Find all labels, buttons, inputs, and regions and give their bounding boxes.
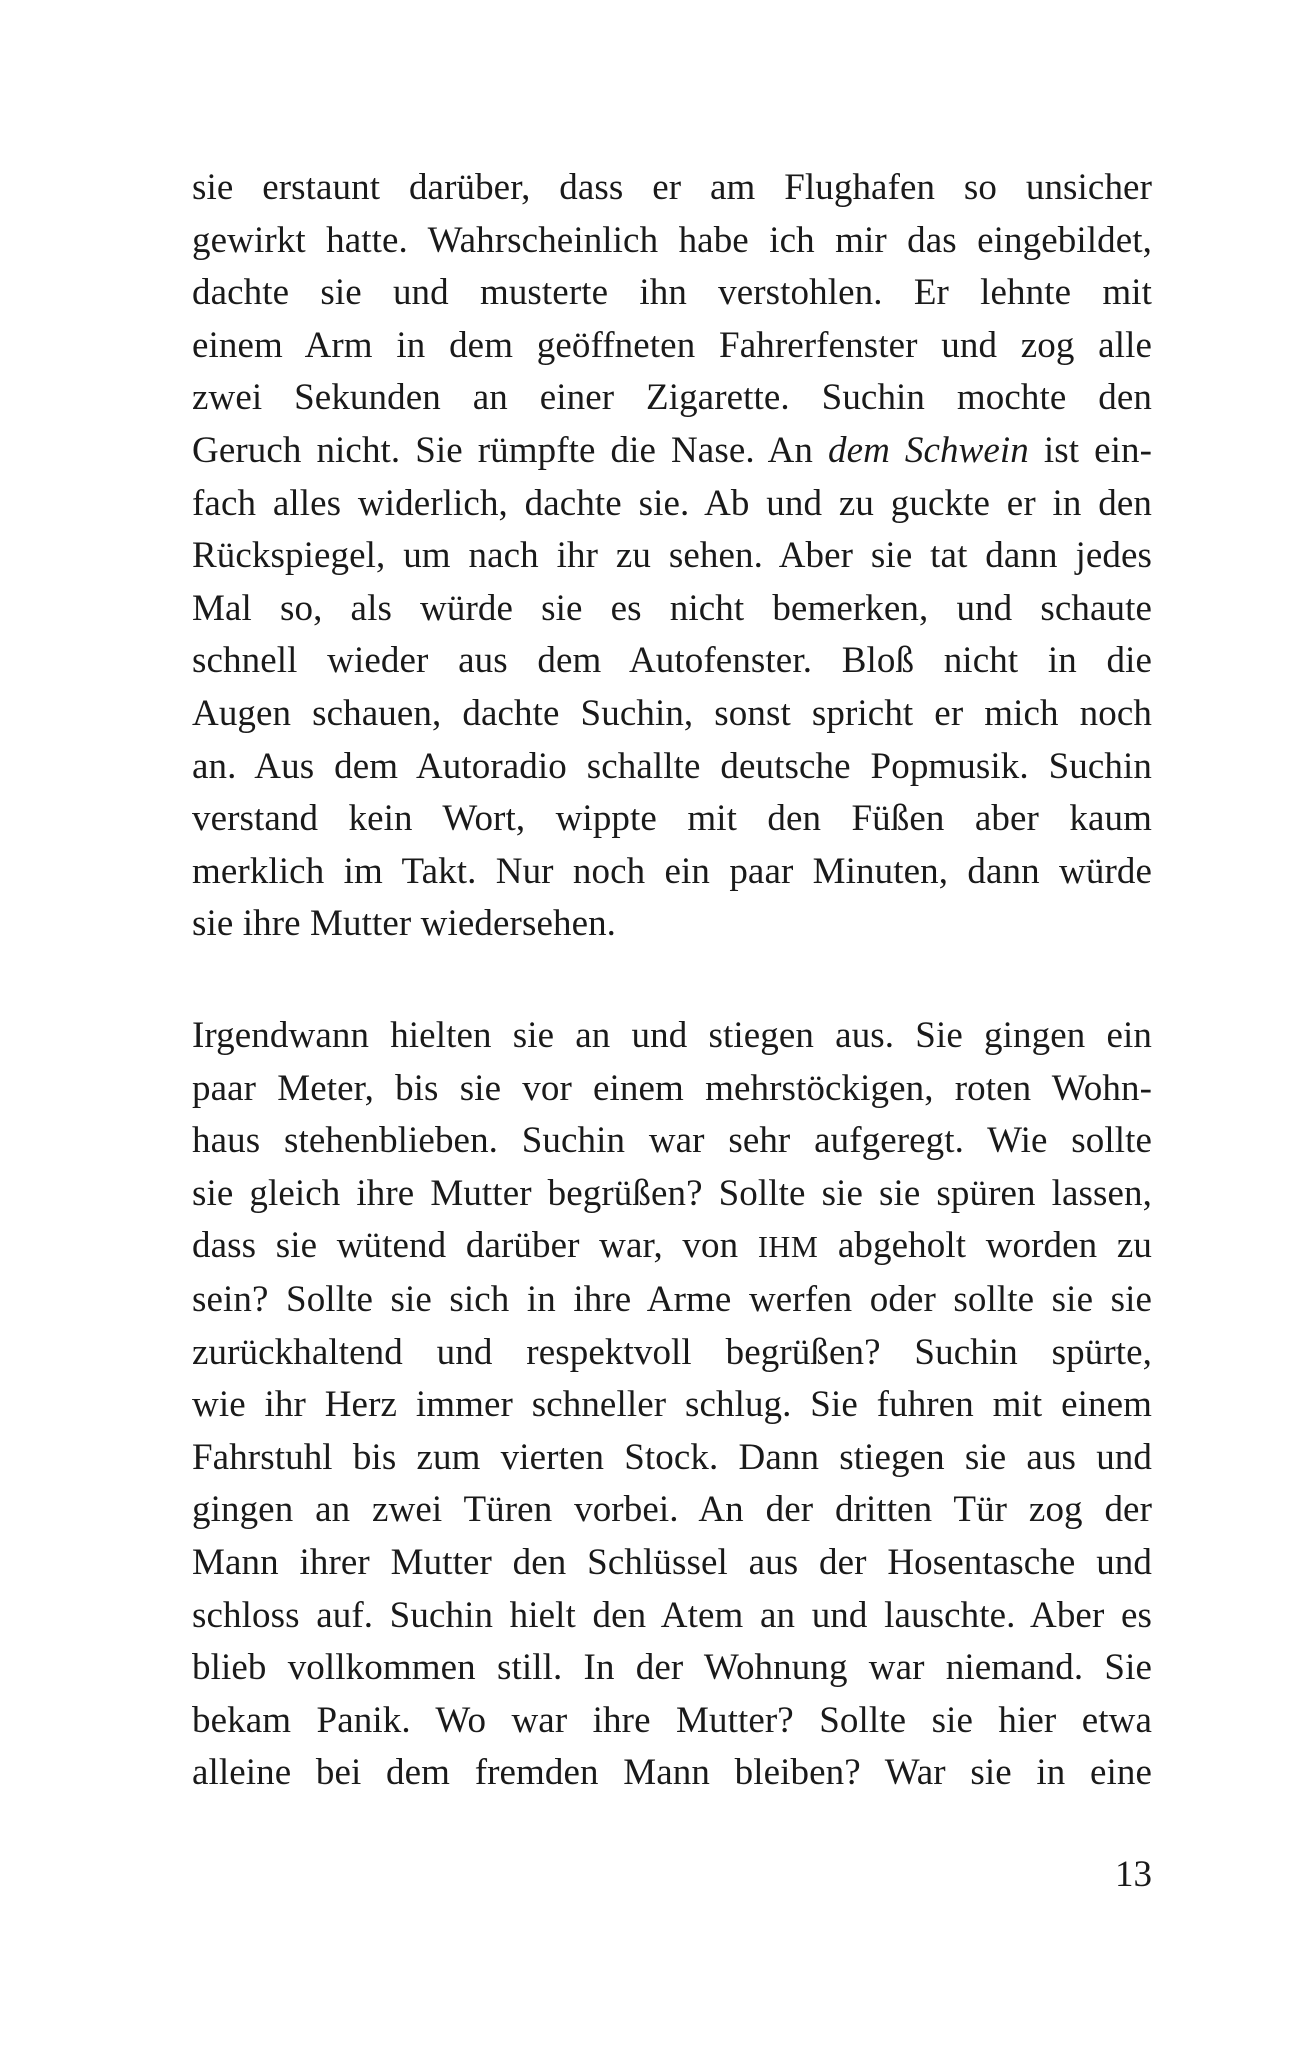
text-line: sie gleich ihre Mutter begrüßen? Sollte sie sie spüren lassen, [192,1172,1152,1214]
text-line: sie ihre Mutter wiedersehen. [192,903,617,945]
text-line: schnell wieder aus dem Autofenster. Bloß nicht in die [192,640,1152,682]
text-line: gingen an zwei Türen vorbei. An der dritten Tür zog der [192,1489,1152,1531]
text-line: sie erstaunt darüber, dass er am Flughafen so unsicher [192,167,1152,208]
text-line: Rückspiegel, um nach ihr zu sehen. Aber sie tat dann jedes [192,535,1152,577]
text-line: dachte sie und musterte ihn verstohlen. Er lehnte mit [192,272,1152,314]
text-line: einem Arm in dem geöffneten Fahrerfenster und zog alle [192,324,1152,366]
text-line: an. Aus dem Autoradio schallte deutsche Popmusik. Suchin [192,745,1152,787]
text-line: zurückhaltend und respektvoll begrüßen? Suchin spürte, [192,1331,1152,1373]
text-segment: Geruch nicht. Sie rümpfte die Nase. An [192,429,828,471]
text-line: Irgendwann hielten sie an und stiegen aus. Sie gingen ein [192,1015,1152,1056]
page-number: 13 [1115,1854,1152,1895]
text-line: paar Meter, bis sie vor einem mehrstöckigen, roten Wohn- [192,1067,1152,1109]
text-line-with-italic [192,425,1152,478]
paragraph-2 [192,1010,1152,1800]
text-line: zwei Sekunden an einer Zigarette. Suchin mochte den [192,377,1152,419]
text-line: Augen schauen, dachte Suchin, sonst spricht er mich noch [192,692,1152,734]
text-segment: ist ein- [1028,429,1152,471]
text-line: blieb vollkommen still. In der Wohnung war niemand. Sie [192,1647,1152,1689]
smallcaps-word: IHM [757,1230,819,1265]
text-line: fach alles widerlich, dachte sie. Ab und zu guckte er in den [192,482,1152,524]
text-line: bekam Panik. Wo war ihre Mutter? Sollte sie hier etwa [192,1699,1152,1741]
text-line: Mal so, als würde sie es nicht bemerken, und schaute [192,587,1152,629]
text-line: merklich im Takt. Nur noch ein paar Minuten, dann würde [192,850,1152,892]
text-line: schloss auf. Suchin hielt den Atem an und lauschte. Aber es [192,1594,1152,1636]
text-segment: abgeholt worden zu [818,1225,1152,1267]
italic-phrase: dem Schwein [828,429,1029,471]
text-line: Mann ihrer Mutter den Schlüssel aus der Hosentasche und [192,1541,1152,1583]
text-line: haus stehenblieben. Suchin war sehr aufgeregt. Wie sollte [192,1120,1152,1162]
text-line: verstand kein Wort, wippte mit den Füßen aber kaum [192,798,1152,840]
text-line: alleine bei dem fremden Mann bleiben? War sie in eine [192,1752,1152,1794]
text-line: Fahrstuhl bis zum vierten Stock. Dann stiegen sie aus und [192,1436,1152,1478]
text-line: sein? Sollte sie sich in ihre Arme werfen oder sollte sie sie [192,1278,1152,1320]
text-line: wie ihr Herz immer schneller schlug. Sie fuhren mit einem [192,1384,1152,1426]
text-segment: dass sie wütend darüber war, von [192,1225,758,1267]
paragraph-1 [192,162,1152,951]
text-line-with-smallcaps [192,1220,1152,1274]
text-line: gewirkt hatte. Wahrscheinlich habe ich mir das eingebildet, [192,219,1152,261]
